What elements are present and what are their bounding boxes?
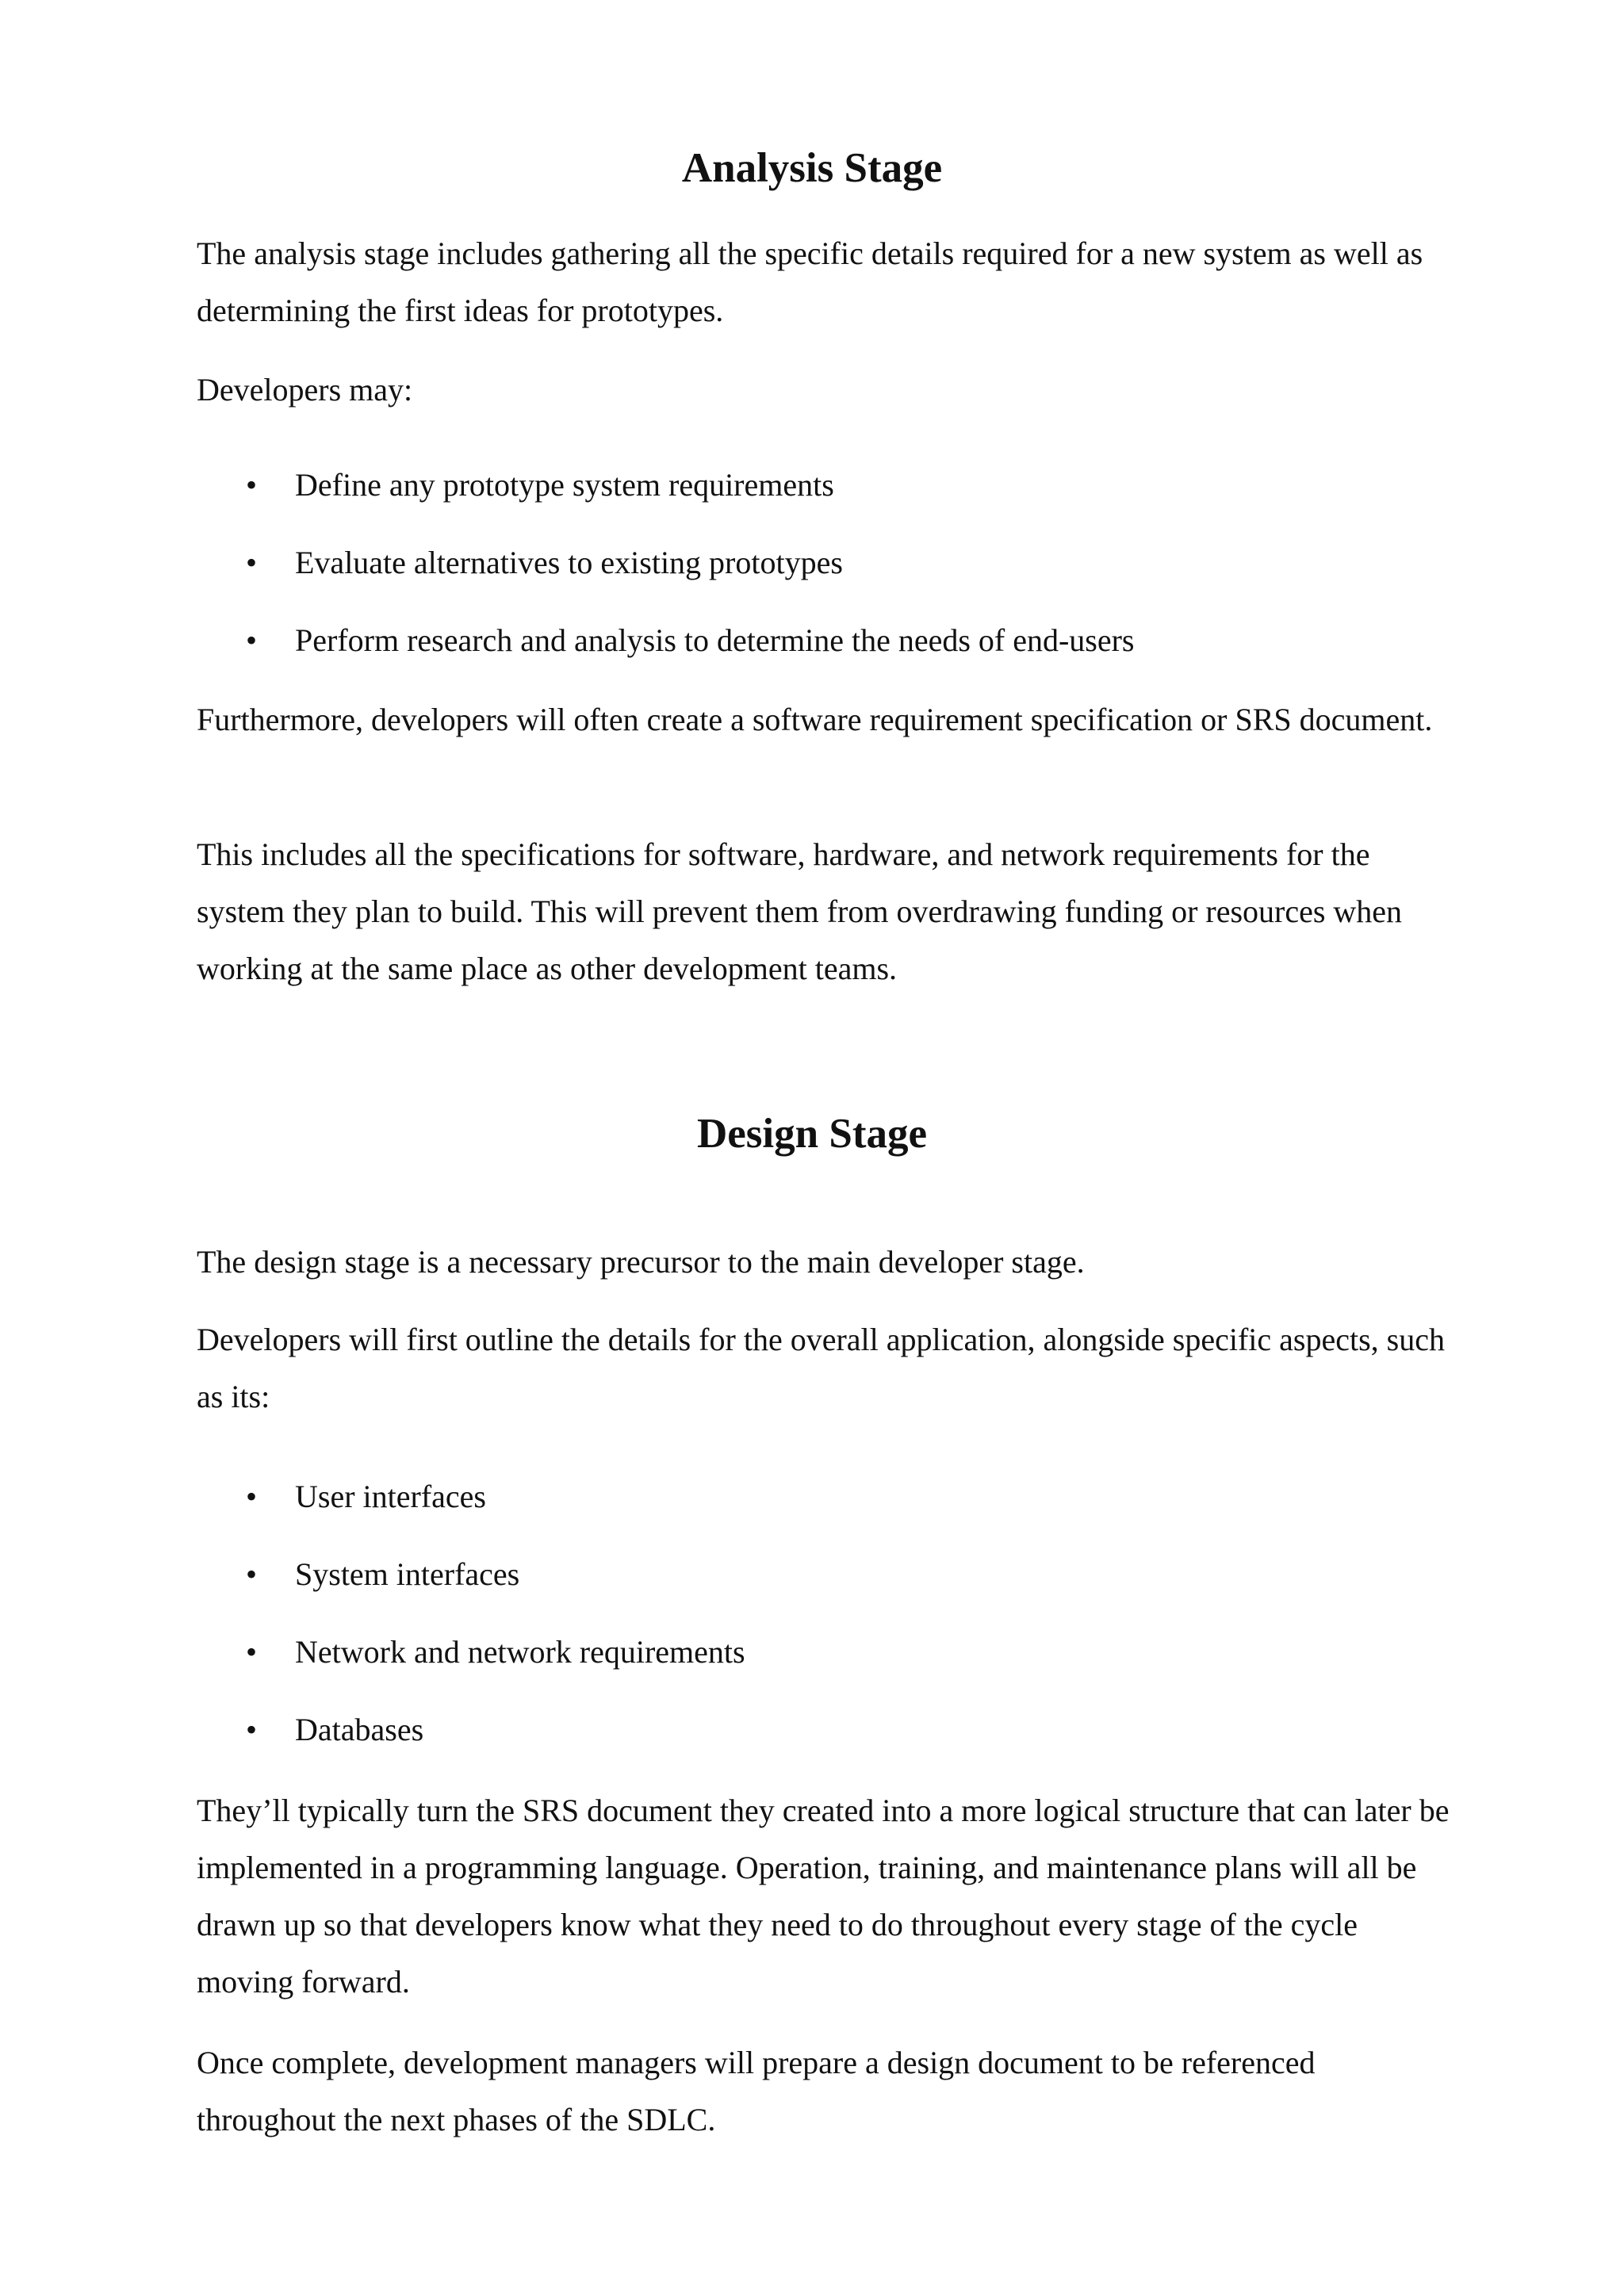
design-bullet-text: Databases (295, 1712, 424, 1747)
analysis-srs-paragraph: Furthermore, developers will often create a software requirement specification or SRS document. (197, 702, 1433, 737)
bullet-icon: • (246, 1634, 258, 1670)
analysis-stage-heading: Analysis Stage (681, 145, 943, 191)
design-bullet-text: User interfaces (295, 1479, 486, 1514)
bullet-icon: • (246, 1712, 258, 1747)
bullet-icon: • (246, 545, 258, 580)
design-bullet-text: System interfaces (295, 1556, 520, 1592)
bullet-icon: • (246, 1556, 258, 1592)
design-bullet-text: Network and network requirements (295, 1634, 745, 1670)
design-structure-paragraph: They’ll typically turn the SRS document they created into a more logical structure that can later be implemented in a programming language. Operation, training, and maintenance plans will all be drawn up so that developers know what they need to do throughout every stage of the cycle moving forward. (197, 1793, 1450, 1999)
analysis-bullet-text: Define any prototype system requirements (295, 467, 834, 503)
design-complete-paragraph: Once complete, development managers will prepare a design document to be referenced throughout the next phases of the SDLC. (197, 2045, 1316, 2137)
bullet-icon: • (246, 1479, 258, 1514)
analysis-bullet-text: Perform research and analysis to determine the needs of end-users (295, 622, 1135, 658)
design-lead-text: Developers will first outline the details for the overall application, alongside specific aspects, such as its: (197, 1322, 1445, 1414)
analysis-specs-paragraph: This includes all the specifications for software, hardware, and network requirements for the system they plan to build. This will prevent them from overdrawing funding or resources when working at the same place as other development teams. (197, 836, 1403, 986)
analysis-bullet-text: Evaluate alternatives to existing prototypes (295, 545, 843, 580)
design-stage-heading: Design Stage (696, 1111, 928, 1157)
analysis-lead-text: Developers may: (197, 372, 413, 408)
bullet-icon: • (246, 467, 258, 503)
bullet-icon: • (246, 622, 258, 658)
design-intro-paragraph: The design stage is a necessary precursor to the main developer stage. (197, 1244, 1085, 1280)
analysis-intro-paragraph: The analysis stage includes gathering all the specific details required for a new system as well as determining the first ideas for prototypes. (197, 235, 1423, 328)
